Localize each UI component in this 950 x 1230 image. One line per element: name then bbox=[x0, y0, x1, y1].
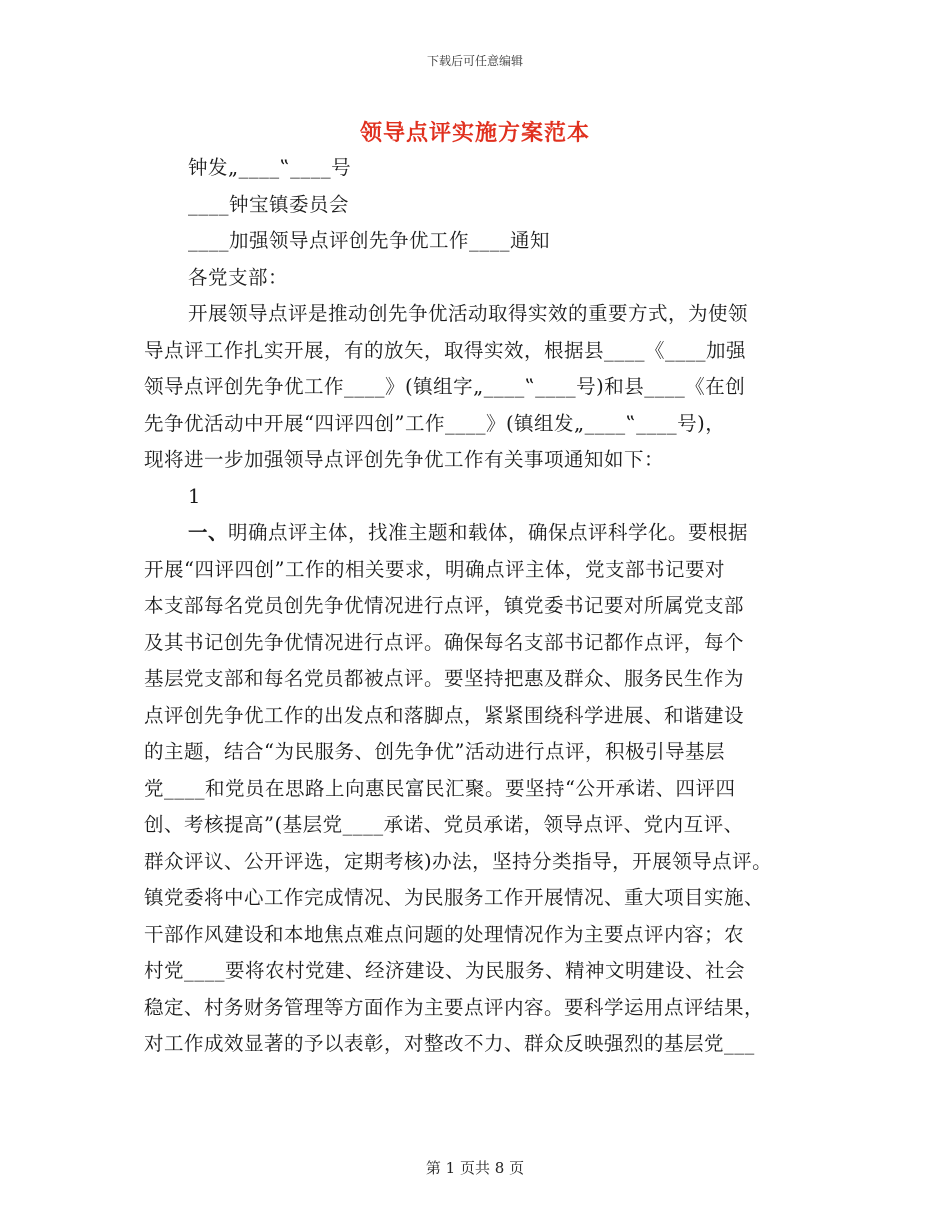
document-body bbox=[144, 150, 814, 1063]
body-line: 现将进一步加强领导点评创先争优工作有关事项通知如下： bbox=[144, 448, 665, 471]
body-line: 稳定、村务财务管理等方面作为主要点评内容。要科学运用点评结果， bbox=[144, 995, 765, 1019]
page-footer: 第 1 页共 8 页 bbox=[425, 1159, 525, 1177]
body-line: 的主题，结合“为民服务、创先争优”活动进行点评，积极引导基层 bbox=[144, 740, 725, 763]
body-line: ____钟宝镇委员会 bbox=[188, 192, 350, 216]
body-line: 群众评议、公开评选，定期考核)办法，坚持分类指导，开展领导点评。 bbox=[144, 849, 773, 873]
body-line: 党____和党员在思路上向惠民富民汇聚。要坚持“公开承诺、四评四 bbox=[144, 776, 736, 800]
body-line: ____加强领导点评创先争优工作____通知 bbox=[188, 229, 551, 252]
body-line: 本支部每名党员创先争优情况进行点评，镇党委书记要对所属党支部 bbox=[144, 594, 745, 617]
body-line: 开展领导点评是推动创先争优活动取得实效的重要方式，为使领 bbox=[188, 302, 749, 325]
body-line: 先争优活动中开展“四评四创”工作____》(镇组发„____‟____号)， bbox=[144, 411, 726, 435]
body-line: 各党支部： bbox=[188, 265, 289, 289]
body-line: 钟发„____‟____号 bbox=[188, 156, 352, 179]
body-line bbox=[144, 515, 814, 552]
body-line: 镇党委将中心工作完成情况、为民服务工作开展情况、重大项目实施、 bbox=[144, 886, 765, 909]
body-line: 点评创先争优工作的出发点和落脚点，紧紧围绕科学进展、和谐建设 bbox=[144, 703, 745, 727]
body-line: 1 bbox=[188, 484, 201, 508]
page-header-note: 下载后可任意编辑 bbox=[426, 54, 523, 68]
body-line: 导点评工作扎实开展，有的放矢，取得实效，根据县____《____加强 bbox=[144, 338, 747, 362]
body-line: 村党____要将农村党建、经济建设、为民服务、精神文明建设、社会 bbox=[144, 959, 746, 982]
body-line: 干部作风建设和本地焦点难点问题的处理情况作为主要点评内容；农 bbox=[144, 922, 745, 946]
body-line: 创、考核提高”(基层党____承诺、党员承诺，领导点评、党内互评、 bbox=[144, 813, 744, 836]
body-line: 对工作成效显著的予以表彰，对整改不力、群众反映强烈的基层党___ bbox=[144, 1032, 755, 1055]
body-line: 基层党支部和每名党员都被点评。要坚持把惠及群众、服务民生作为 bbox=[144, 667, 745, 690]
body-line: 领导点评创先争优工作____》(镇组字„____‟____号)和县____《在创 bbox=[144, 375, 746, 398]
body-line: 及其书记创先争优情况进行点评。确保每名支部书记都作点评，每个 bbox=[144, 630, 745, 654]
body-line: 开展“四评四创”工作的相关要求，明确点评主体，党支部书记要对 bbox=[144, 557, 725, 581]
section-number: 一、 bbox=[188, 521, 229, 544]
document-title: 领导点评实施方案范本 bbox=[359, 120, 590, 146]
section-text: 明确点评主体，找准主题和载体，确保点评科学化。要根据 bbox=[228, 521, 749, 544]
